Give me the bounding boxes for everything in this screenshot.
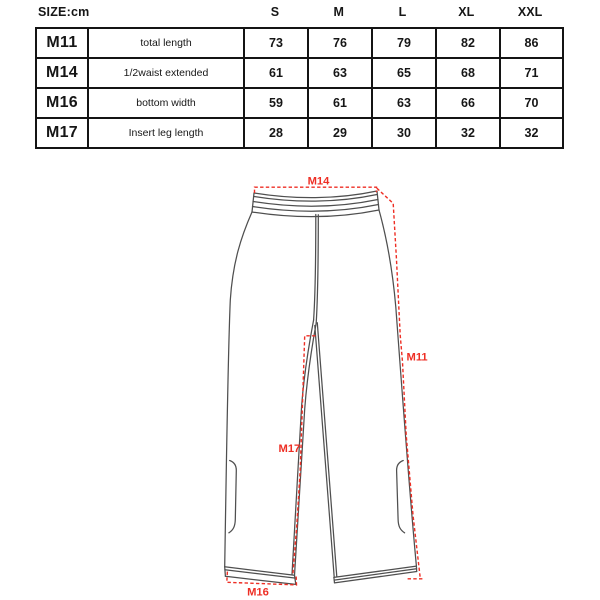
m17-label: M17 xyxy=(278,443,301,455)
measure-label: Insert leg length xyxy=(88,118,244,148)
pants-measurement-diagram xyxy=(170,168,470,600)
column-header-s: S xyxy=(270,5,280,19)
value-cell: 63 xyxy=(308,58,372,88)
value-cell: 59 xyxy=(244,88,308,118)
value-cell: 86 xyxy=(500,28,563,58)
value-cell: 29 xyxy=(308,118,372,148)
measure-code: M17 xyxy=(36,118,88,148)
m11-label: M11 xyxy=(406,351,428,364)
m14-label: M14 xyxy=(307,175,330,188)
value-cell: 70 xyxy=(500,88,563,118)
m16-label: M16 xyxy=(247,586,269,599)
value-cell: 63 xyxy=(372,88,436,118)
value-cell: 61 xyxy=(244,58,308,88)
value-cell: 79 xyxy=(372,28,436,58)
table-row-m11 xyxy=(36,28,563,58)
value-cell: 71 xyxy=(500,58,563,88)
table-row-m17 xyxy=(36,118,563,148)
table-row-m16 xyxy=(36,88,563,118)
value-cell: 73 xyxy=(244,28,308,58)
measure-code: M14 xyxy=(36,58,88,88)
value-cell: 28 xyxy=(244,118,308,148)
value-cell: 32 xyxy=(500,118,563,148)
pants-outline xyxy=(225,191,417,584)
column-header-xxl: XXL xyxy=(517,5,543,19)
measure-code: M11 xyxy=(36,28,88,58)
size-column-headers xyxy=(243,5,562,19)
m14-waist-measure-line xyxy=(255,187,377,193)
value-cell: 66 xyxy=(436,88,500,118)
value-cell: 30 xyxy=(372,118,436,148)
column-header-m: M xyxy=(333,5,344,19)
value-cell: 61 xyxy=(308,88,372,118)
value-cell: 65 xyxy=(372,58,436,88)
column-header-l: L xyxy=(398,5,407,19)
value-cell: 76 xyxy=(308,28,372,58)
size-unit-label: SIZE:cm xyxy=(38,5,90,19)
value-cell: 82 xyxy=(436,28,500,58)
table-row-m14 xyxy=(36,58,563,88)
column-header-xl: XL xyxy=(458,5,475,19)
size-chart-table xyxy=(35,27,564,149)
value-cell: 32 xyxy=(436,118,500,148)
measure-code: M16 xyxy=(36,88,88,118)
measure-label: bottom width xyxy=(88,88,244,118)
measurement-lines xyxy=(227,187,424,585)
value-cell: 68 xyxy=(436,58,500,88)
measure-label: total length xyxy=(88,28,244,58)
measure-label: 1/2waist extended xyxy=(88,58,244,88)
